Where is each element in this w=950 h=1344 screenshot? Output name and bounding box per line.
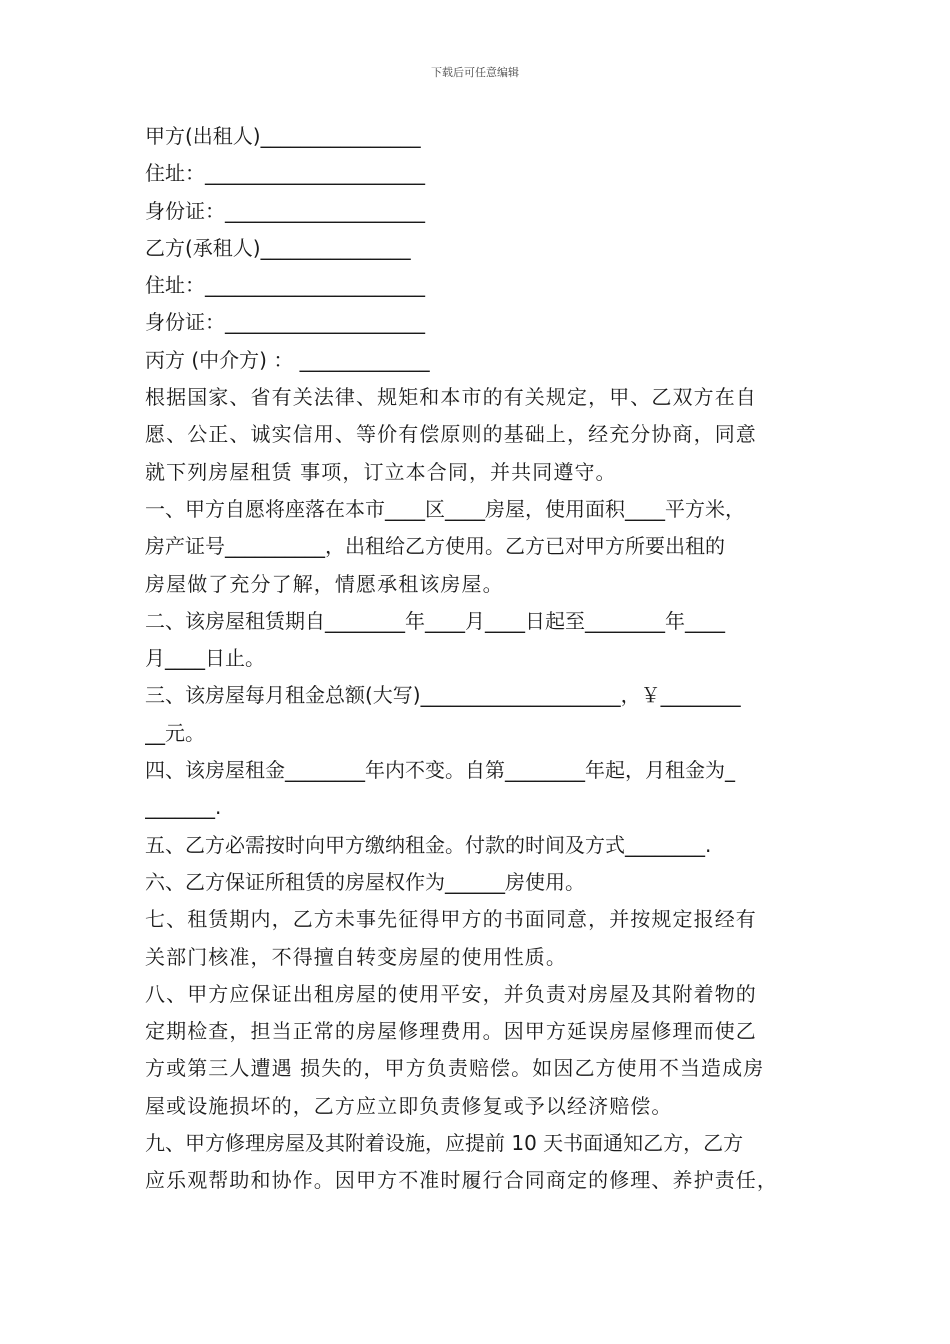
preamble-line-2: 愿、公正、诚实信用、等价有偿原则的基础上，经充分协商，同意 [145, 422, 757, 447]
preamble-line-3: 就下列房屋租赁 事项，订立本合同，并共同遵守。 [145, 459, 617, 484]
clause-8-line-1: 八、甲方应保证出租房屋的使用平安，并负责对房屋及其附着物的 [145, 981, 757, 1006]
clause-6-line: 六、乙方保证所租赁的房屋权作为______房使用。 [145, 869, 585, 894]
clause-5-line: 五、乙方必需按时向甲方缴纳租金。付款的时间及方式________. [145, 832, 712, 857]
preamble-line-1: 根据国家、省有关法律、规矩和本市的有关规定，甲、乙双方在自 [145, 385, 757, 410]
party-b-line: 乙方(承租人)_______________ [145, 235, 411, 260]
party-c-line: 丙方 (中介方) ： _____________ [145, 347, 430, 372]
clause-8-line-2: 定期检查，担当正常的房屋修理费用。因甲方延误房屋修理而使乙 [145, 1019, 757, 1044]
clause-4-line-2: _______. [145, 795, 222, 820]
party-a-id-line: 身份证：____________________ [145, 198, 425, 223]
party-b-address-line: 住址：______________________ [145, 273, 425, 298]
party-a-address-line: 住址：______________________ [145, 161, 425, 186]
clause-8-line-3: 方或第三人遭遇 损失的，甲方负责赔偿。如因乙方使用不当造成房 [145, 1056, 765, 1081]
clause-7-line-1: 七、租赁期内，乙方未事先征得甲方的书面同意，并按规定报经有 [145, 907, 757, 932]
clause-1-line-1: 一、甲方自愿将座落在本市____区____房屋，使用面积____平方米， [145, 496, 745, 521]
clause-4-line-1: 四、该房屋租金________年内不变。自第________年起，月租金为_ [145, 758, 735, 783]
page-header: 下载后可任意编辑 [431, 66, 519, 79]
party-b-id-line: 身份证：____________________ [145, 310, 425, 335]
clause-7-line-2: 关部门核准，不得擅自转变房屋的使用性质。 [145, 944, 567, 969]
clause-1-line-2: 房产证号__________，出租给乙方使用。乙方已对甲方所要出租的 [145, 534, 725, 559]
party-a-line: 甲方(出租人)________________ [145, 124, 421, 148]
contract-body [145, 118, 825, 1200]
clause-9-line-1: 九、甲方修理房屋及其附着设施，应提前 10 天书面通知乙方，乙方 [145, 1131, 744, 1156]
clause-2-line-2: 月____日止。 [145, 646, 265, 671]
clause-3-line-2: __元。 [145, 720, 205, 745]
clause-8-line-4: 屋或设施损坏的，乙方应立即负责修复或予以经济赔偿。 [145, 1093, 673, 1118]
clause-2-line-1: 二、该房屋租赁期自________年____月____日起至________年____ [145, 608, 725, 633]
clause-9-line-2: 应乐观帮助和协作。因甲方不准时履行合同商定的修理、养护责任， [145, 1168, 778, 1193]
clause-3-line-1: 三、该房屋每月租金总额(大写)____________________，￥________ [145, 683, 741, 708]
clause-1-line-3: 房屋做了充分了解，情愿承租该房屋。 [145, 571, 504, 596]
